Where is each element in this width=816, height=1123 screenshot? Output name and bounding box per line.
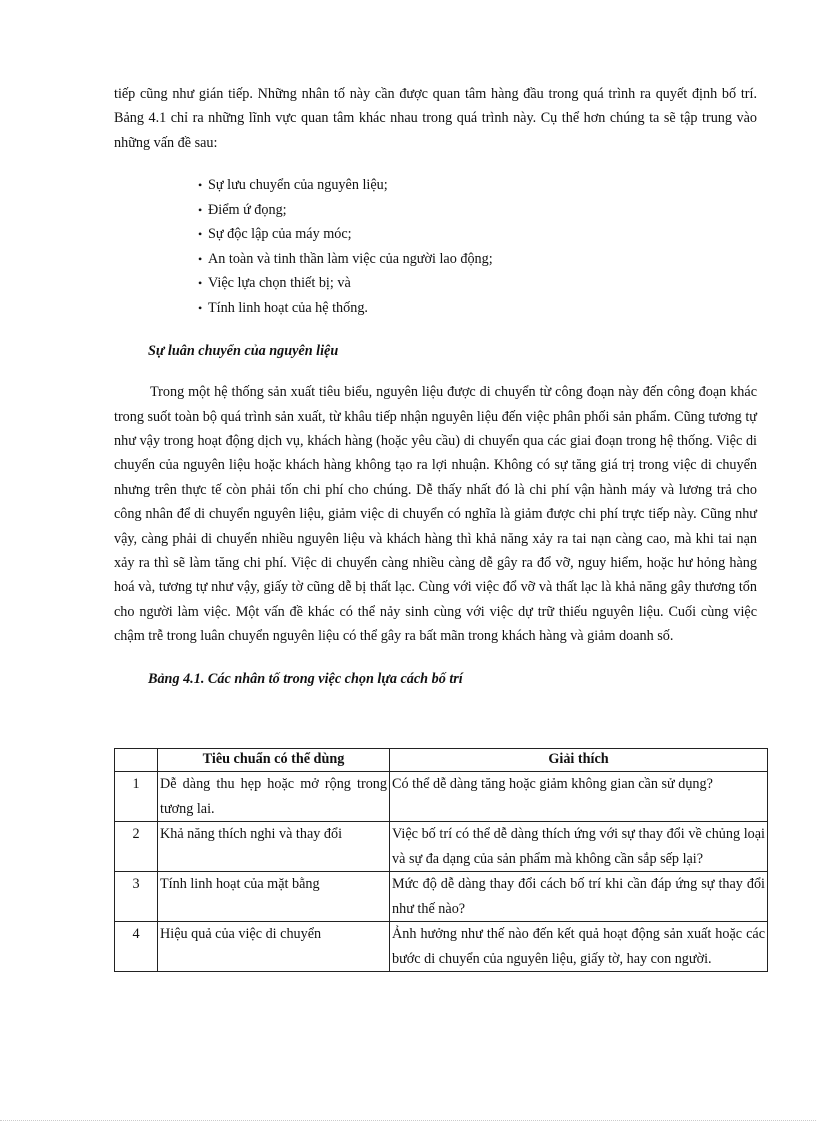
- list-item: • Tính linh hoạt của hệ thống.: [198, 296, 757, 321]
- page-bottom-divider: [0, 1120, 816, 1121]
- table-title: Bảng 4.1. Các nhân tố trong việc chọn lựa cách bố trí: [148, 670, 463, 687]
- table-row: [115, 822, 768, 872]
- table-row: [115, 872, 768, 922]
- list-item: • Sự lưu chuyển của nguyên liệu;: [198, 173, 757, 198]
- bullet-icon: •: [198, 276, 203, 291]
- bullet-icon: •: [198, 178, 203, 193]
- row-criterion: Dễ dàng thu hẹp hoặc mở rộng trong tương lai.: [158, 772, 390, 822]
- row-number: 2: [115, 822, 158, 872]
- bullet-icon: •: [198, 202, 203, 217]
- row-criterion: Khả năng thích nghi và thay đổi: [158, 822, 390, 872]
- bullet-list: [198, 173, 757, 320]
- row-number: 1: [115, 772, 158, 822]
- table-row: [115, 772, 768, 822]
- row-explanation: Mức độ dễ dàng thay đổi cách bố trí khi cần đáp ứng sự thay đổi như thế nào?: [390, 872, 768, 922]
- criteria-table: [114, 748, 768, 972]
- table-header-row: [115, 749, 768, 772]
- table-header-explanation: Giải thích: [390, 749, 768, 772]
- table-header-criterion: Tiêu chuẩn có thể dùng: [158, 749, 390, 772]
- list-item: • Điểm ứ đọng;: [198, 198, 757, 223]
- row-number: 3: [115, 872, 158, 922]
- table-header-num: [115, 749, 158, 772]
- intro-paragraph: tiếp cũng như gián tiếp. Những nhân tố này cần được quan tâm hàng đầu trong quá trình ra quyết định bố trí. Bảng 4.1 chỉ ra những lĩnh vực quan tâm khác nhau trong quá trình này. Cụ thể hơn chúng ta sẽ tập trung vào những vấn đề sau:: [114, 86, 757, 151]
- bullet-icon: •: [198, 300, 203, 315]
- row-criterion: Hiệu quả của việc di chuyển: [158, 922, 390, 972]
- row-explanation: Việc bố trí có thể dễ dàng thích ứng với sự thay đổi về chủng loại và sự đa dạng của sản phẩm mà không cần sắp sếp lại?: [390, 822, 768, 872]
- list-item: • Việc lựa chọn thiết bị; và: [198, 271, 757, 296]
- section-heading: Sự luân chuyển của nguyên liệu: [148, 343, 339, 360]
- row-explanation: Ảnh hưởng như thế nào đến kết quả hoạt động sản xuất hoặc các bước di chuyển của nguyên liệu, giấy tờ, hay con người.: [390, 922, 768, 972]
- bullet-icon: •: [198, 251, 203, 266]
- list-item: • An toàn và tinh thần làm việc của người lao động;: [198, 247, 757, 272]
- body-paragraph: Trong một hệ thống sản xuất tiêu biểu, nguyên liệu được di chuyển từ công đoạn này đến công đoạn khác trong suốt toàn bộ quá trình sản xuất, từ khâu tiếp nhận nguyên liệu đến việc phân phối sản phẩm. Cũng tương tự như vậy trong hoạt động dịch vụ, khách hàng (hoặc yêu cầu) di chuyển qua các giai đoạn trong hệ thống. Việc di chuyển của nguyên liệu hoặc khách hàng không tạo ra lợi nhuận. Không có sự tăng giá trị trong việc di chuyển nhưng trên thực tế còn phải tốn chi phí cho chúng. Dễ thấy nhất đó là chi phí vận hành máy và lương trả cho công nhân để di chuyển nguyên liệu, giảm việc di chuyển có nghĩa là giảm được chi phí trực tiếp này. Cũng như vậy, càng phải di chuyển nhiều nguyên liệu và khách hàng thì khả năng xảy ra tai nạn càng cao, mà khi tai nạn xảy ra thì sẽ làm tăng chi phí. Việc di chuyển càng nhiều càng dễ gây ra đổ vỡ, nguy hiểm, hoặc hư hỏng hàng hoá và, tương tự như vậy, giấy tờ cũng dễ bị thất lạc. Cùng với việc đổ vỡ và thất lạc là khả năng gây thương tổn cho người làm việc. Một vấn đề khác có thể nảy sinh cùng với việc dự trữ thiếu nguyên liệu. Cuối cùng việc chậm trễ trong luân chuyển nguyên liệu có thể gây ra bất mãn trong khách hàng và giảm doanh số.: [114, 384, 757, 645]
- bullet-icon: •: [198, 227, 203, 242]
- row-explanation: Có thể dễ dàng tăng hoặc giảm không gian cần sử dụng?: [390, 772, 768, 822]
- row-number: 4: [115, 922, 158, 972]
- row-criterion: Tính linh hoạt của mặt bằng: [158, 872, 390, 922]
- list-item: • Sự độc lập của máy móc;: [198, 222, 757, 247]
- document-page: [114, 82, 765, 967]
- table-row: [115, 922, 768, 972]
